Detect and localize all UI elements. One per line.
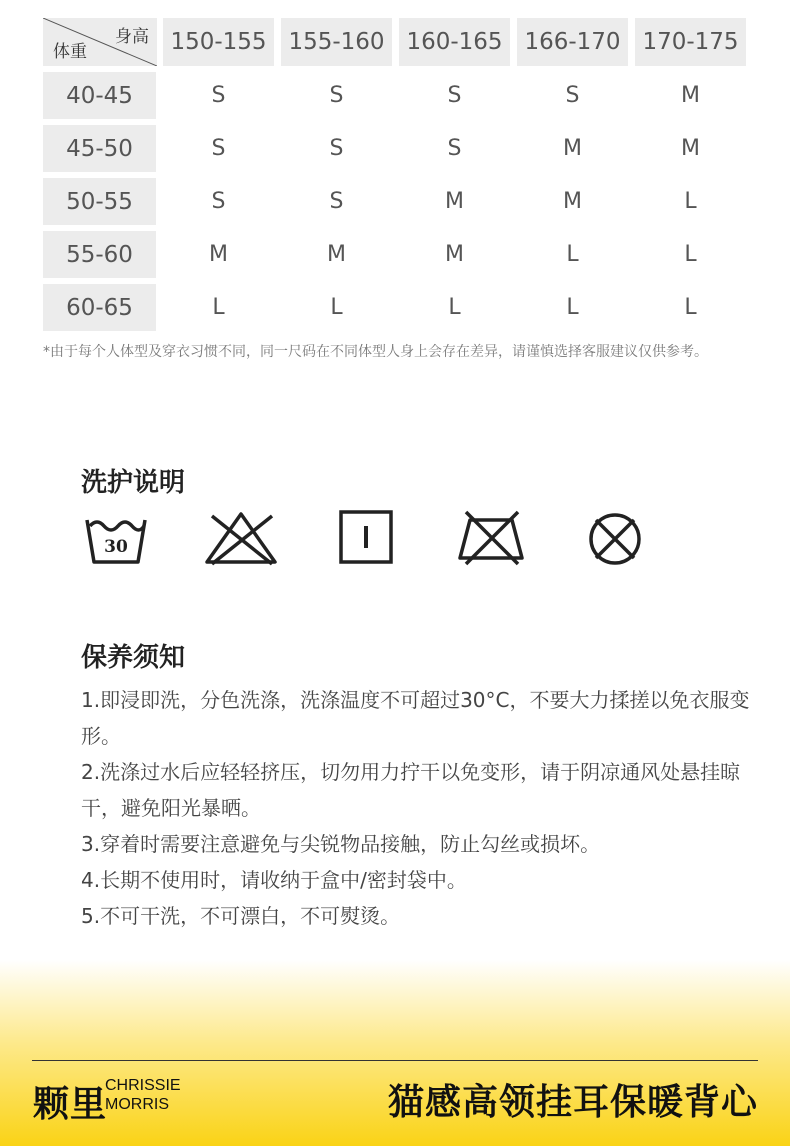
height-header: 150-155	[163, 18, 274, 66]
care-title: 保养须知	[81, 643, 186, 673]
size-cell: S	[211, 189, 226, 214]
brand-logo-cn: 颗里	[33, 1083, 108, 1125]
weight-header: 45-50	[43, 125, 156, 172]
no-bleach-icon	[204, 508, 278, 570]
weight-axis-label: 体重	[53, 42, 87, 62]
size-cell: M	[563, 189, 582, 214]
no-dry-clean-icon	[586, 508, 644, 570]
line-dry-icon	[338, 508, 394, 570]
size-cell: L	[448, 295, 461, 320]
weight-header: 55-60	[43, 231, 156, 278]
size-table	[0, 0, 790, 340]
size-cell: L	[212, 295, 225, 320]
size-cell: S	[447, 136, 462, 161]
size-cell: S	[447, 83, 462, 108]
care-item: 5.不可干洗，不可漂白，不可熨烫。	[81, 904, 401, 928]
size-cell: L	[566, 242, 579, 267]
care-item: 2.洗涤过水后应轻轻挤压，切勿用力拧干以免变形，请于阴凉通风处悬挂晾干，避免阳光暴晒。	[81, 760, 741, 820]
size-cell: M	[327, 242, 346, 267]
no-iron-icon	[456, 508, 526, 570]
care-list	[81, 682, 761, 934]
care-item: 1.即浸即洗，分色洗涤，洗涤温度不可超过30°C，不要大力揉搓以免衣服变形。	[81, 688, 750, 748]
size-cell: L	[684, 189, 697, 214]
size-cell: M	[209, 242, 228, 267]
size-cell: S	[211, 83, 226, 108]
height-header: 155-160	[281, 18, 392, 66]
size-cell: S	[329, 83, 344, 108]
size-cell: M	[681, 136, 700, 161]
care-item: 4.长期不使用时，请收纳于盒中/密封袋中。	[81, 868, 467, 892]
wash-30-icon	[84, 508, 148, 570]
brand-logo-en	[105, 1076, 181, 1114]
size-cell: L	[566, 295, 579, 320]
size-cell: L	[684, 295, 697, 320]
size-note: *由于每个人体型及穿衣习惯不同，同一尺码在不同体型人身上会存在差异，请谨慎选择客服建议仅供参考。	[43, 344, 708, 360]
size-cell: S	[211, 136, 226, 161]
size-cell: S	[565, 83, 580, 108]
size-cell: M	[445, 242, 464, 267]
height-header: 166-170	[517, 18, 628, 66]
size-cell: M	[445, 189, 464, 214]
product-name: 猫感高领挂耳保暖背心	[387, 1082, 758, 1123]
height-header: 170-175	[635, 18, 746, 66]
size-cell: S	[329, 136, 344, 161]
size-cell: L	[330, 295, 343, 320]
height-header: 160-165	[399, 18, 510, 66]
brand-en-line2: MORRIS	[105, 1096, 169, 1113]
weight-header: 60-65	[43, 284, 156, 331]
weight-header: 40-45	[43, 72, 156, 119]
height-axis-label: 身高	[115, 27, 149, 47]
brand-en-line1: CHRISSIE	[105, 1077, 181, 1094]
footer-divider	[32, 1060, 758, 1061]
washing-title: 洗护说明	[81, 468, 186, 498]
care-item: 3.穿着时需要注意避免与尖锐物品接触，防止勾丝或损坏。	[81, 832, 601, 856]
table-corner	[43, 18, 157, 66]
size-cell: S	[329, 189, 344, 214]
wash-temp-label: 30	[104, 537, 128, 557]
size-cell: L	[684, 242, 697, 267]
size-cell: M	[563, 136, 582, 161]
weight-header: 50-55	[43, 178, 156, 225]
size-cell: M	[681, 83, 700, 108]
